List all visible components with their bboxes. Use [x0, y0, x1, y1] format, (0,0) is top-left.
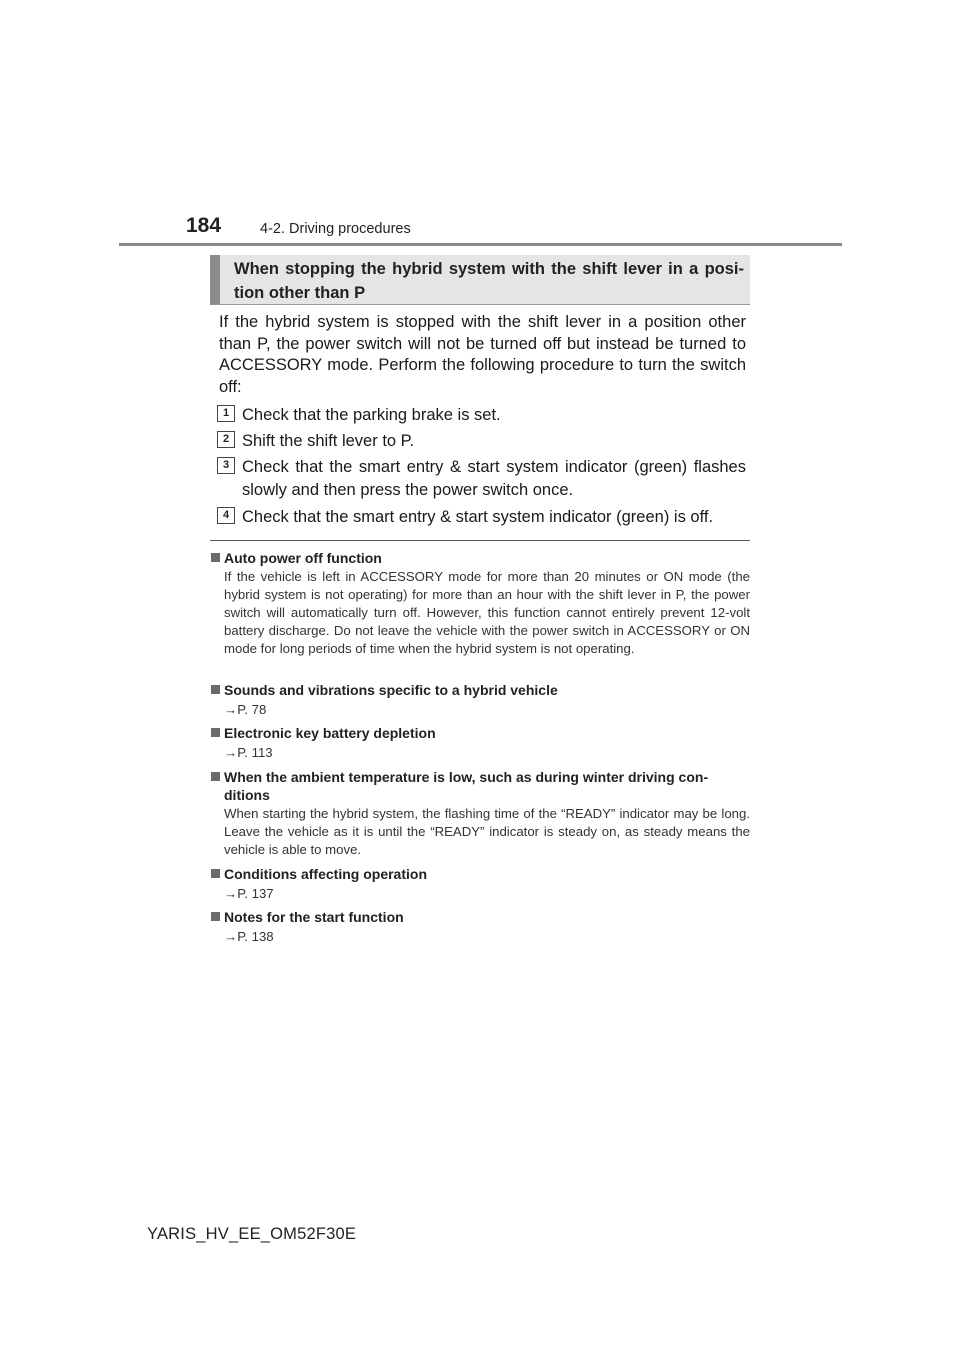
square-bullet-icon: [211, 869, 220, 878]
header-divider: [119, 243, 842, 246]
note-body: When starting the hybrid system, the flashing time of the “READY” indicator may be long. Leave the vehicle as it is until the “READY” indicator is steady on, as steady means the vehicle is able to move.: [224, 806, 750, 857]
page-reference-link[interactable]: →P. 137: [224, 886, 274, 901]
procedure-heading: When stopping the hybrid system with the shift lever in a posi-tion other than P: [234, 260, 744, 302]
page-reference-link[interactable]: →P. 113: [224, 745, 273, 760]
note-low-temperature: [210, 768, 750, 859]
square-bullet-icon: [211, 912, 220, 921]
note-start-function: [210, 908, 750, 946]
note-title: When the ambient temperature is low, such as during winter driving con-ditions: [224, 769, 709, 803]
note-title: Notes for the start function: [224, 909, 404, 925]
page-reference-link[interactable]: →P. 138: [224, 929, 274, 944]
section-title: 4-2. Driving procedures: [260, 221, 411, 237]
note-body: If the vehicle is left in ACCESSORY mode for more than 20 minutes or ON mode (the hybrid system is not operating) for more than an hour with the shift lever in P, the power switch will automatically turn off. However, this function cannot entirely prevent 12-volt battery discharge. Do not leave the vehicle with the power switch in ACCESSORY or ON mode for long periods of time when the hybrid system is not operating.: [224, 569, 750, 656]
square-bullet-icon: [211, 685, 220, 694]
page-reference-link[interactable]: →P. 78: [224, 702, 267, 717]
note-title: Electronic key battery depletion: [224, 725, 436, 741]
square-bullet-icon: [211, 553, 220, 562]
step-number-box: 3: [217, 457, 235, 474]
note-auto-power-off: [210, 549, 750, 658]
step-number-box: 2: [217, 431, 235, 448]
note-sounds-vibrations: [210, 681, 750, 719]
step-text: Check that the parking brake is set.: [242, 406, 501, 424]
note-title: Conditions affecting operation: [224, 866, 427, 882]
step-number-box: 1: [217, 405, 235, 422]
note-key-battery: [210, 724, 750, 762]
step-text: Check that the smart entry & start system indicator (green) flashes slowly and then press the power switch once.: [242, 458, 746, 499]
step-number-box: 4: [217, 507, 235, 524]
note-title: Sounds and vibrations specific to a hybrid vehicle: [224, 682, 558, 698]
section-divider: [210, 540, 750, 541]
square-bullet-icon: [211, 772, 220, 781]
note-title: Auto power off function: [224, 550, 382, 566]
note-conditions: [210, 865, 750, 903]
document-code: YARIS_HV_EE_OM52F30E: [147, 1225, 357, 1243]
step-text: Shift the shift lever to P.: [242, 432, 415, 450]
intro-paragraph: If the hybrid system is stopped with the shift lever in a position other than P, the power switch will not be turned off but instead be turned to ACCESSORY mode. Perform the following procedure to turn the switch off:: [219, 313, 746, 396]
page-number: 184: [186, 214, 222, 237]
procedure-heading-box: [210, 255, 750, 305]
step-text: Check that the smart entry & start system indicator (green) is off.: [242, 508, 714, 526]
square-bullet-icon: [211, 728, 220, 737]
